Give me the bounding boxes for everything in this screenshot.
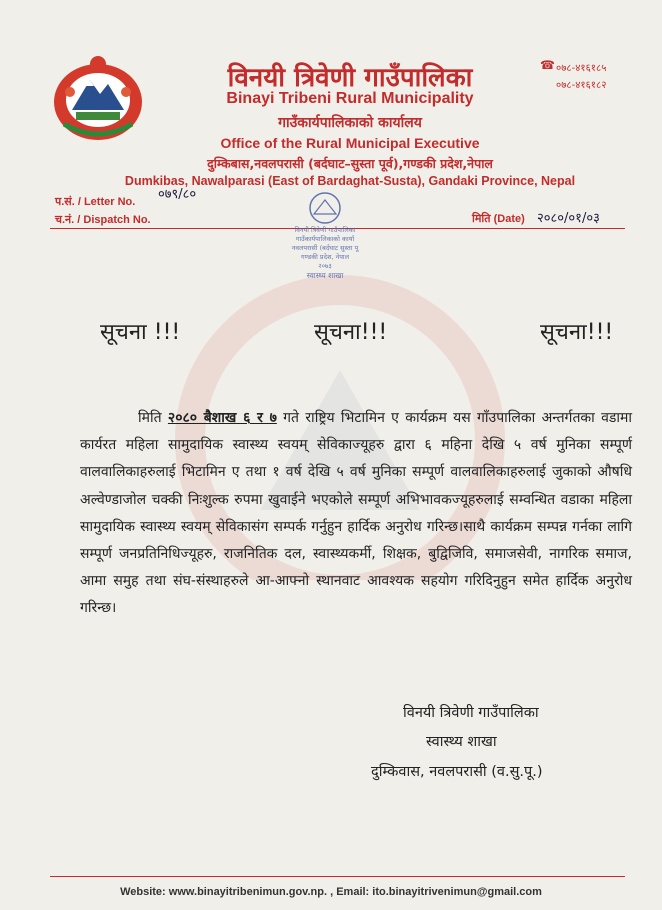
municipality-name-nepali: विनयी त्रिवेणी गाउँपालिका	[227, 63, 473, 93]
letter-no-value: ०७९/८०	[158, 187, 197, 202]
notice-heading-left: सूचना !!!	[100, 320, 181, 345]
office-name-english: Office of the Rural Municipal Executive	[220, 135, 480, 151]
phone-number-1: ०७८-४१६१८५	[556, 63, 607, 74]
stamp-line: स्वास्थ्य शाखा	[306, 271, 344, 280]
stamp-line: नवलपरासी (बर्दघाट सुस्ता पू	[291, 244, 359, 252]
signature-branch: स्वास्थ्य शाखा	[426, 734, 497, 750]
date-label: मिति (Date)	[472, 213, 525, 225]
stamp-line: २०७३	[318, 262, 332, 270]
municipality-name-english: Binayi Tribeni Rural Municipality	[226, 90, 474, 107]
office-stamp	[280, 190, 370, 290]
phone-icon: ☎	[540, 58, 555, 72]
stamp-line: गण्डकी प्रदेश, नेपाल	[300, 253, 350, 261]
nepal-emblem-icon	[50, 52, 146, 144]
address-nepali: दुम्किबास,नवलपरासी (बर्दघाट–सुस्ता पूर्व),गण्डकी प्रदेश,नेपाल	[207, 156, 493, 171]
signature-address: दुम्किवास, नवलपरासी (व.सु.पू.)	[371, 764, 543, 780]
office-name-nepali: गाउँकार्यपालिकाको कार्यालय	[278, 115, 422, 131]
signature-municipality: विनयी त्रिवेणी गाउँपालिका	[403, 705, 539, 721]
body-text: गते राष्ट्रिय भिटामिन ए कार्यक्रम यस गाँउपालिका अन्तर्गतका वडामा कार्यरत महिला सामुदायिक स्वास्थ्य स्वयम् सेविकाज्यूहरु द्वारा ६ महिना देखि ५ वर्ष मुनिका सम्पूर्ण वालवालिकाहरुलाई भिटामिन ए तथा १ वर्ष देखि ५ वर्ष मुनिका सम्पूर्ण वालवालिकाहरुलाई जुकाको औषधि अल्वेण्डाजोल चक्की निःशुल्क रुपमा खुवाईने भएकोले सम्पूर्ण अभिभावकज्यूहरुलाई सम्वन्धित वडाका महिला सामुदायिक स्वास्थ्य स्वयम् सेविकासंग सम्पर्क गर्नुहुन हार्दिक अनुरोध गरिन्छ।साथै कार्यक्रम सम्पन्न गर्नका लागि सम्पूर्ण जनप्रतिनिधिज्यूहरु, राजनितिक दल, स्वास्थ्यकर्मी, शिक्षक, बुद्विजिवि, समाजसेवी, नागरिक समाज, आमा समुह तथा संघ-संस्थाहरुले आ-आफ्नो स्थानवाट आवश्यक सहयोग गरिदिनुहुन समेत हार्दिक अनुरोध गरिन्छ।	[80, 410, 633, 617]
notice-heading-right: सूचना!!!	[540, 320, 614, 345]
stamp-line: गाउँकार्यपालिकाको कार्या	[295, 235, 355, 243]
body-prefix: मिति	[138, 410, 168, 426]
date-value: २०८०/०१/०३	[537, 211, 600, 226]
dispatch-no-label: च.नं. / Dispatch No.	[55, 214, 151, 226]
letter-no-label: प.सं. / Letter No.	[55, 196, 136, 208]
phone-number-2: ०७८-४१६१८२	[556, 80, 607, 91]
notice-body	[80, 405, 632, 623]
notice-heading-center: सूचना!!!	[314, 320, 388, 345]
stamp-emblem-icon	[280, 190, 370, 226]
address-english: Dumkibas, Nawalparasi (East of Bardaghat-Susta), Gandaki Province, Nepal	[124, 174, 576, 188]
stamp-line: विनयी त्रिवेणी गाउँपालिका	[294, 226, 356, 234]
event-date: २०८० बैशाख ६ र ७	[167, 410, 277, 426]
footer-divider	[50, 876, 625, 877]
footer-contact: Website: www.binayitribenimun.gov.np. , Email: ito.binayitrivenimun@gmail.com	[120, 886, 542, 898]
